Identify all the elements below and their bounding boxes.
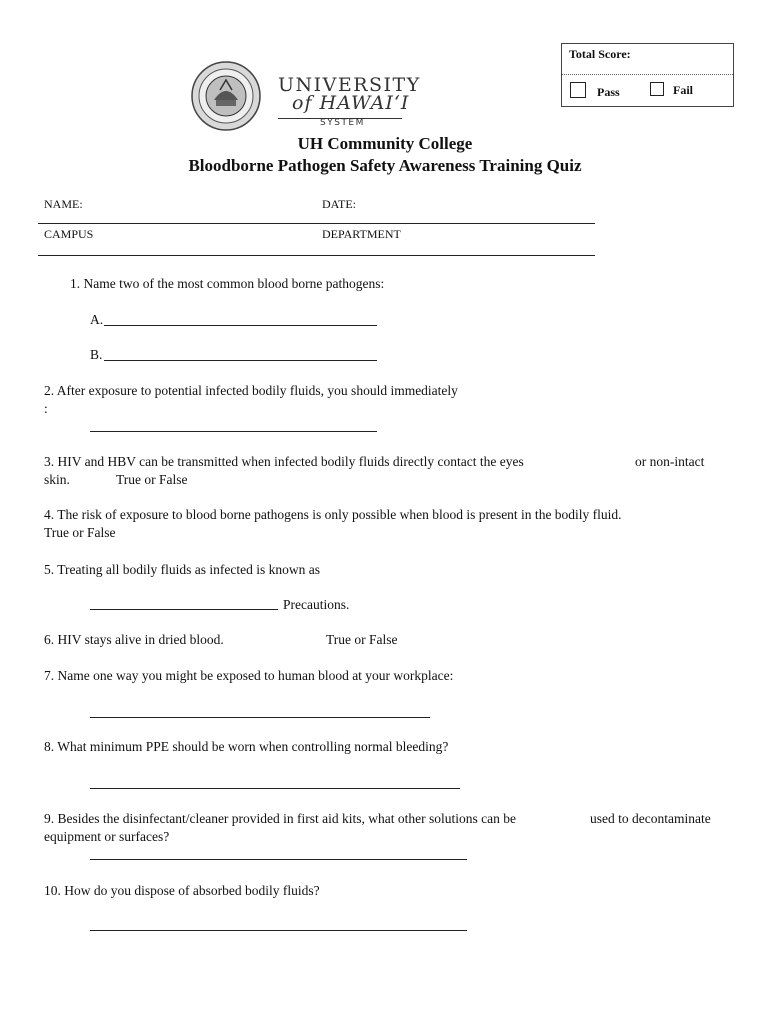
campus-label: CAMPUS	[44, 227, 94, 241]
question-8-answer-line[interactable]	[90, 788, 460, 789]
score-box	[561, 43, 734, 107]
pass-checkbox[interactable]	[570, 82, 586, 98]
question-7: 7. Name one way you might be exposed to human blood at your workplace:	[44, 668, 454, 683]
question-1-a-answer-line[interactable]	[104, 325, 377, 326]
question-5: 5. Treating all bodily fluids as infected is known as	[44, 562, 320, 577]
question-5-suffix: Precautions.	[283, 597, 350, 612]
name-date-line[interactable]	[38, 223, 595, 224]
university-logo	[190, 60, 420, 132]
logo-hawaii-text: of HAWAIʻI	[292, 92, 410, 114]
question-10: 10. How do you dispose of absorbed bodily fluids?	[44, 883, 320, 898]
question-3-skin: skin.	[44, 472, 70, 487]
score-divider	[562, 74, 733, 75]
question-1-a-label: A.	[90, 312, 104, 327]
question-5-answer-line[interactable]	[90, 609, 278, 610]
question-2: 2. After exposure to potential infected bodily fluids, you should immediately	[44, 383, 458, 398]
question-8: 8. What minimum PPE should be worn when controlling normal bleeding?	[44, 739, 449, 754]
fail-checkbox[interactable]	[650, 82, 664, 96]
question-4-true-false: True or False	[44, 525, 116, 540]
question-2-colon: :	[44, 401, 48, 416]
logo-system-text: SYSTEM	[320, 118, 365, 128]
department-label: DEPARTMENT	[322, 227, 401, 241]
question-9-equipment: equipment or surfaces?	[44, 829, 170, 844]
question-10-answer-line[interactable]	[90, 930, 467, 931]
question-7-answer-line[interactable]	[90, 717, 430, 718]
pass-label: Pass	[597, 85, 620, 99]
university-seal-icon	[190, 60, 262, 132]
question-1-b-answer-line[interactable]	[104, 360, 377, 361]
question-9-answer-line[interactable]	[90, 859, 467, 860]
page-title: UH Community College	[297, 134, 473, 153]
question-9-continued: used to decontaminate	[590, 811, 711, 826]
question-1: 1. Name two of the most common blood borne pathogens:	[70, 276, 385, 291]
question-6: 6. HIV stays alive in dried blood.	[44, 632, 224, 647]
campus-department-line[interactable]	[38, 255, 595, 256]
name-label: NAME:	[44, 197, 83, 211]
fail-label: Fail	[673, 83, 693, 97]
logo-university-text: UNIVERSITY	[278, 74, 421, 96]
question-1-b-label: B.	[90, 347, 103, 362]
question-9: 9. Besides the disinfectant/cleaner provided in first aid kits, what other solutions can be	[44, 811, 517, 826]
question-6-true-false: True or False	[326, 632, 398, 647]
question-3: 3. HIV and HBV can be transmitted when infected bodily fluids directly contact the eyes	[44, 454, 524, 469]
date-label: DATE:	[322, 197, 356, 211]
page-subtitle: Bloodborne Pathogen Safety Awareness Training Quiz	[188, 156, 582, 175]
question-3-true-false: True or False	[116, 472, 188, 487]
question-2-answer-line[interactable]	[90, 431, 377, 432]
total-score-label: Total Score:	[569, 47, 631, 61]
question-3-continued: or non-intact	[635, 454, 705, 469]
question-4: 4. The risk of exposure to blood borne pathogens is only possible when blood is present in the bodily fluid.	[44, 507, 622, 522]
